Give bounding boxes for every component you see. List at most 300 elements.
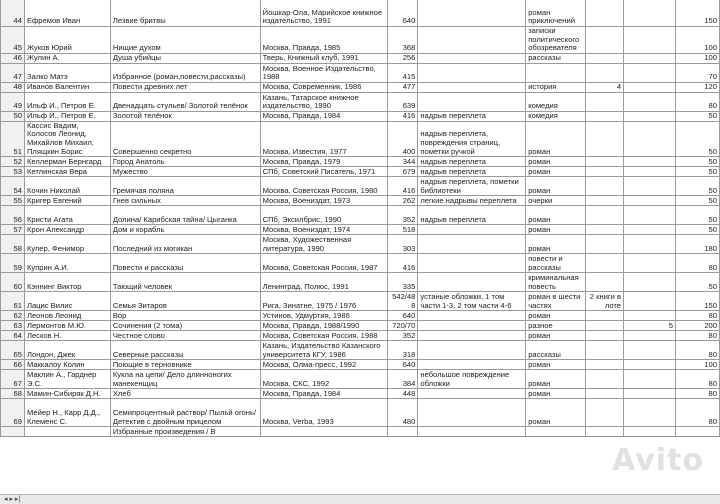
author-cell[interactable]: Кочин Николай	[24, 177, 110, 196]
sheet-tab-bar	[0, 494, 720, 504]
extra-cell-2[interactable]	[624, 82, 676, 92]
table-row	[1, 321, 720, 331]
pages-cell[interactable]: 303	[388, 235, 418, 254]
pages-cell[interactable]: 639	[388, 92, 418, 111]
condition-note-cell[interactable]	[418, 0, 526, 27]
price-cell[interactable]: 80	[675, 331, 719, 341]
publisher-cell[interactable]: Москва, Правда, 1984	[260, 389, 388, 399]
table-row	[1, 121, 720, 156]
condition-note-cell[interactable]: легкие надрывы переплета	[418, 196, 526, 206]
pages-cell[interactable]: 262	[388, 196, 418, 206]
genre-cell[interactable]: роман	[526, 370, 586, 389]
genre-cell[interactable]: роман	[526, 177, 586, 196]
row-number-cell[interactable]: 47	[1, 63, 25, 82]
title-cell[interactable]: Северные рассказы	[110, 341, 260, 360]
publisher-cell[interactable]: Москва, Verba, 1993	[260, 399, 388, 427]
price-cell[interactable]: 150	[675, 0, 719, 27]
table-row	[1, 63, 720, 82]
extra-cell[interactable]: 4	[586, 82, 624, 92]
extra-cell-2[interactable]	[624, 389, 676, 399]
avito-watermark: Avito	[612, 443, 704, 478]
price-cell[interactable]: 50	[675, 121, 719, 156]
price-cell[interactable]	[675, 427, 719, 437]
table-row	[1, 311, 720, 321]
genre-cell[interactable]: роман приключений	[526, 0, 586, 27]
title-cell[interactable]: Лезвие бритвы	[110, 0, 260, 27]
table-row	[1, 292, 720, 311]
extra-cell-2[interactable]	[624, 63, 676, 82]
extra-cell[interactable]	[586, 235, 624, 254]
pages-cell[interactable]: 640	[388, 360, 418, 370]
row-number-cell[interactable]: 62	[1, 311, 25, 321]
price-cell[interactable]: 180	[675, 235, 719, 254]
publisher-cell[interactable]: СПб, Эксилбрис, 1990	[260, 206, 388, 225]
row-number-cell[interactable]: 56	[1, 206, 25, 225]
title-cell[interactable]: Город Анатоль	[110, 157, 260, 167]
pages-cell[interactable]: 416	[388, 177, 418, 196]
publisher-cell[interactable]: Москва, Советская Россия, 1987	[260, 254, 388, 273]
author-cell[interactable]: Крон Александр	[24, 225, 110, 235]
row-number-cell[interactable]: 44	[1, 0, 25, 27]
condition-note-cell[interactable]	[418, 427, 526, 437]
title-cell[interactable]: Гремячая поляна	[110, 177, 260, 196]
row-number-cell[interactable]: 49	[1, 92, 25, 111]
genre-cell[interactable]: роман в шести частях	[526, 292, 586, 311]
pages-cell[interactable]: 542/488	[388, 292, 418, 311]
publisher-cell[interactable]: Рига, Зинатне, 1975 / 1976	[260, 292, 388, 311]
pages-cell[interactable]: 335	[388, 273, 418, 292]
author-cell[interactable]: Иванов Валентин	[24, 82, 110, 92]
row-number-cell[interactable]: 57	[1, 225, 25, 235]
author-cell[interactable]: Лесков Н.	[24, 331, 110, 341]
extra-cell-2[interactable]	[624, 92, 676, 111]
author-cell[interactable]: Кригер Евгений	[24, 196, 110, 206]
price-cell[interactable]: 80	[675, 311, 719, 321]
table-row	[1, 389, 720, 399]
condition-note-cell[interactable]	[418, 321, 526, 331]
price-cell[interactable]: 50	[675, 111, 719, 121]
condition-note-cell[interactable]	[418, 82, 526, 92]
publisher-cell[interactable]: Москва, Современник, 1986	[260, 82, 388, 92]
extra-cell[interactable]	[586, 225, 624, 235]
condition-note-cell[interactable]	[418, 311, 526, 321]
publisher-cell[interactable]: Москва, Правда, 1988/1990	[260, 321, 388, 331]
row-number-cell[interactable]: 65	[1, 341, 25, 360]
condition-note-cell[interactable]	[418, 63, 526, 82]
title-cell[interactable]: Мужество	[110, 167, 260, 177]
title-cell[interactable]: Вор	[110, 311, 260, 321]
condition-note-cell[interactable]: надрыв переплета	[418, 206, 526, 225]
condition-note-cell[interactable]	[418, 399, 526, 427]
pages-cell[interactable]: 720/70	[388, 321, 418, 331]
publisher-cell[interactable]: Москва, Воениздат, 1973	[260, 196, 388, 206]
author-cell[interactable]: Жулин А.	[24, 53, 110, 63]
row-number-cell[interactable]: 63	[1, 321, 25, 331]
genre-cell[interactable]: криминальная повесть	[526, 273, 586, 292]
row-number-cell[interactable]: 67	[1, 370, 25, 389]
price-cell[interactable]: 50	[675, 157, 719, 167]
publisher-cell[interactable]: Тверь, Книжный клуб, 1991	[260, 53, 388, 63]
sheet-nav-arrows[interactable]: ◂ ▸ ▸|	[4, 496, 21, 503]
publisher-cell[interactable]: Москва, Правда, 1985	[260, 27, 388, 54]
genre-cell[interactable]: рассказы	[526, 341, 586, 360]
row-number-cell[interactable]: 54	[1, 177, 25, 196]
table-row	[1, 273, 720, 292]
extra-cell-2[interactable]	[624, 331, 676, 341]
price-cell[interactable]: 50	[675, 273, 719, 292]
price-cell[interactable]: 100	[675, 27, 719, 54]
publisher-cell[interactable]: Москва, Известия, 1977	[260, 121, 388, 156]
extra-cell[interactable]	[586, 399, 624, 427]
table-row	[1, 0, 720, 27]
publisher-cell[interactable]: Москва, Советская Россия, 1980	[260, 177, 388, 196]
author-cell[interactable]: Маклин А., Гарднер Э.С.	[24, 370, 110, 389]
price-cell[interactable]: 80	[675, 92, 719, 111]
table-row	[1, 370, 720, 389]
genre-cell[interactable]	[526, 63, 586, 82]
extra-cell[interactable]	[586, 63, 624, 82]
author-cell[interactable]: Мамин-Сибиряк Д.Н.	[24, 389, 110, 399]
author-cell[interactable]: Купер, Фенимор	[24, 235, 110, 254]
table-row	[1, 157, 720, 167]
table-row	[1, 254, 720, 273]
genre-cell[interactable]	[526, 427, 586, 437]
condition-note-cell[interactable]	[418, 341, 526, 360]
table-row	[1, 111, 720, 121]
title-cell[interactable]: Кукла на цепи/ Дело длинноногих манекенщиц	[110, 370, 260, 389]
extra-cell[interactable]	[586, 311, 624, 321]
extra-cell[interactable]: 2 книги в лоте	[586, 292, 624, 311]
price-cell[interactable]: 150	[675, 292, 719, 311]
genre-cell[interactable]: комедия	[526, 111, 586, 121]
title-cell[interactable]: Золотой телёнок	[110, 111, 260, 121]
pages-cell[interactable]: 477	[388, 82, 418, 92]
extra-cell[interactable]	[586, 27, 624, 54]
extra-cell-2[interactable]	[624, 370, 676, 389]
pages-cell[interactable]: 318	[388, 341, 418, 360]
title-cell[interactable]: Хлеб	[110, 389, 260, 399]
row-number-cell[interactable]: 58	[1, 235, 25, 254]
table-row	[1, 235, 720, 254]
row-number-cell[interactable]: 50	[1, 111, 25, 121]
extra-cell[interactable]	[586, 92, 624, 111]
author-cell[interactable]: Залко Матэ	[24, 63, 110, 82]
condition-note-cell[interactable]	[418, 389, 526, 399]
pages-cell[interactable]: 640	[388, 0, 418, 27]
publisher-cell[interactable]: Казань, Издательство Казанского университета КГУ, 1986	[260, 341, 388, 360]
extra-cell-2[interactable]	[624, 427, 676, 437]
extra-cell-2[interactable]	[624, 53, 676, 63]
extra-cell-2[interactable]	[624, 292, 676, 311]
extra-cell-2[interactable]	[624, 235, 676, 254]
table-row	[1, 360, 720, 370]
extra-cell-2[interactable]	[624, 399, 676, 427]
pages-cell[interactable]: 480	[388, 399, 418, 427]
title-cell[interactable]: Двенадцать стульев/ Золотой телёнок	[110, 92, 260, 111]
title-cell[interactable]: Нищие духом	[110, 27, 260, 54]
extra-cell[interactable]	[586, 206, 624, 225]
row-number-cell[interactable]: 66	[1, 360, 25, 370]
pages-cell[interactable]: 416	[388, 254, 418, 273]
price-cell[interactable]: 200	[675, 321, 719, 331]
genre-cell[interactable]: разное	[526, 321, 586, 331]
author-cell[interactable]: Жуков Юрий	[24, 27, 110, 54]
author-cell[interactable]: Ефремов Иван	[24, 0, 110, 27]
title-cell[interactable]: Долина/ Карибская тайна/ Цыганка	[110, 206, 260, 225]
author-cell[interactable]: Лондон, Джек	[24, 341, 110, 360]
title-cell[interactable]: Поющие в терновнике	[110, 360, 260, 370]
title-cell[interactable]: Семья Зитаров	[110, 292, 260, 311]
table-row	[1, 92, 720, 111]
extra-cell[interactable]	[586, 389, 624, 399]
title-cell[interactable]: Гнев сильных	[110, 196, 260, 206]
table-row	[1, 167, 720, 177]
extra-cell[interactable]	[586, 370, 624, 389]
extra-cell[interactable]	[586, 321, 624, 331]
extra-cell[interactable]	[586, 111, 624, 121]
extra-cell[interactable]	[586, 177, 624, 196]
title-cell[interactable]: Повести древних лет	[110, 82, 260, 92]
table-row	[1, 196, 720, 206]
title-cell[interactable]: Последний из могикан	[110, 235, 260, 254]
price-cell[interactable]: 50	[675, 167, 719, 177]
publisher-cell[interactable]: СПб, Советский Писатель, 1971	[260, 167, 388, 177]
author-cell[interactable]: Лацис Вилис	[24, 292, 110, 311]
extra-cell-2[interactable]	[624, 225, 676, 235]
author-cell[interactable]: Кэннинг Виктор	[24, 273, 110, 292]
author-cell[interactable]: Ильф И., Петров Е.	[24, 92, 110, 111]
genre-cell[interactable]: роман	[526, 206, 586, 225]
row-number-cell[interactable]: 46	[1, 53, 25, 63]
pages-cell[interactable]: 640	[388, 311, 418, 321]
publisher-cell[interactable]: Йошкар-Ола, Марийское книжное издательство, 1991	[260, 0, 388, 27]
genre-cell[interactable]: очерки	[526, 196, 586, 206]
pages-cell[interactable]: 256	[388, 53, 418, 63]
condition-note-cell[interactable]	[418, 92, 526, 111]
title-cell[interactable]: Совершенно секретно	[110, 121, 260, 156]
title-cell[interactable]: Семипроцентный раствор/ Пыльй огонь/ Детектив с двойным прицелом	[110, 399, 260, 427]
genre-cell[interactable]: роман	[526, 167, 586, 177]
publisher-cell[interactable]: Москва, Правда, 1984	[260, 111, 388, 121]
pages-cell[interactable]: 352	[388, 331, 418, 341]
pages-cell[interactable]: 416	[388, 111, 418, 121]
extra-cell-2[interactable]	[624, 273, 676, 292]
extra-cell[interactable]	[586, 273, 624, 292]
row-number-cell[interactable]: 64	[1, 331, 25, 341]
publisher-cell[interactable]: Казань, Татарское книжное издательство, 1990	[260, 92, 388, 111]
row-number-cell[interactable]: 51	[1, 121, 25, 156]
table-row	[1, 206, 720, 225]
author-cell[interactable]: Келлерман Бернгард	[24, 157, 110, 167]
title-cell[interactable]: Повести и рассказы	[110, 254, 260, 273]
extra-cell[interactable]	[586, 121, 624, 156]
extra-cell-2[interactable]	[624, 196, 676, 206]
author-cell[interactable]	[24, 427, 110, 437]
genre-cell[interactable]: роман	[526, 360, 586, 370]
extra-cell-2[interactable]	[624, 121, 676, 156]
author-cell[interactable]: Кетлинская Вера	[24, 167, 110, 177]
publisher-cell[interactable]	[260, 427, 388, 437]
condition-note-cell[interactable]	[418, 273, 526, 292]
title-cell[interactable]: Душа убийцы	[110, 53, 260, 63]
table-row	[1, 53, 720, 63]
condition-note-cell[interactable]	[418, 27, 526, 54]
pages-cell[interactable]: 344	[388, 157, 418, 167]
table-row	[1, 341, 720, 360]
extra-cell[interactable]	[586, 0, 624, 27]
condition-note-cell[interactable]	[418, 331, 526, 341]
extra-cell[interactable]	[586, 331, 624, 341]
extra-cell[interactable]	[586, 341, 624, 360]
author-cell[interactable]: Куприн А.И.	[24, 254, 110, 273]
publisher-cell[interactable]: Москва, Военное Издательство, 1988	[260, 63, 388, 82]
price-cell[interactable]: 70	[675, 63, 719, 82]
extra-cell-2[interactable]	[624, 360, 676, 370]
extra-cell-2[interactable]	[624, 206, 676, 225]
extra-cell-2[interactable]	[624, 0, 676, 27]
condition-note-cell[interactable]: небольшое повреждение обложки	[418, 370, 526, 389]
table-row	[1, 427, 720, 437]
publisher-cell[interactable]: Москва, Воениздат, 1974	[260, 225, 388, 235]
pages-cell[interactable]: 400	[388, 121, 418, 156]
table-row	[1, 177, 720, 196]
genre-cell[interactable]: комедия	[526, 92, 586, 111]
pages-cell[interactable]: 679	[388, 167, 418, 177]
pages-cell[interactable]: 384	[388, 370, 418, 389]
condition-note-cell[interactable]	[418, 235, 526, 254]
genre-cell[interactable]: роман	[526, 157, 586, 167]
price-cell[interactable]: 80	[675, 399, 719, 427]
genre-cell[interactable]: роман	[526, 225, 586, 235]
row-number-cell[interactable]: 55	[1, 196, 25, 206]
publisher-cell[interactable]: Ленинград, Полюс, 1991	[260, 273, 388, 292]
row-number-cell[interactable]: 61	[1, 292, 25, 311]
author-cell[interactable]: Кассис Вадим, Колосов Леонид, Михайлов Михаил, Плящкин Борис	[24, 121, 110, 156]
extra-cell[interactable]	[586, 53, 624, 63]
pages-cell[interactable]: 352	[388, 206, 418, 225]
extra-cell-2[interactable]	[624, 27, 676, 54]
price-cell[interactable]: 120	[675, 82, 719, 92]
condition-note-cell[interactable]: надрыв переплета	[418, 111, 526, 121]
genre-cell[interactable]: записки политического обозревателя	[526, 27, 586, 54]
genre-cell[interactable]: повести и рассказы	[526, 254, 586, 273]
extra-cell-2[interactable]	[624, 111, 676, 121]
title-cell[interactable]: Тающий человек	[110, 273, 260, 292]
pages-cell[interactable]: 415	[388, 63, 418, 82]
title-cell[interactable]: Избранное (роман,повести,рассказы)	[110, 63, 260, 82]
author-cell[interactable]: Ильф И., Петров Е.	[24, 111, 110, 121]
price-cell[interactable]: 80	[675, 389, 719, 399]
genre-cell[interactable]: роман	[526, 121, 586, 156]
author-cell[interactable]: Лермонтов М.Ю.	[24, 321, 110, 331]
extra-cell-2[interactable]	[624, 157, 676, 167]
title-cell[interactable]: Сочинения (2 тома)	[110, 321, 260, 331]
title-cell[interactable]: Избранные произведения / В	[110, 427, 260, 437]
row-number-cell[interactable]: 59	[1, 254, 25, 273]
title-cell[interactable]: Дом и корабль	[110, 225, 260, 235]
price-cell[interactable]: 100	[675, 360, 719, 370]
genre-cell[interactable]: роман	[526, 235, 586, 254]
publisher-cell[interactable]: Устинов, Удмуртия, 1986	[260, 311, 388, 321]
extra-cell[interactable]	[586, 254, 624, 273]
publisher-cell[interactable]: Москва, Советская Россия, 1988	[260, 331, 388, 341]
table-row	[1, 225, 720, 235]
publisher-cell[interactable]: Москва, Художественная литература, 1990	[260, 235, 388, 254]
price-cell[interactable]: 50	[675, 177, 719, 196]
extra-cell-2[interactable]	[624, 177, 676, 196]
extra-cell[interactable]	[586, 157, 624, 167]
table-row	[1, 27, 720, 54]
row-number-cell[interactable]: 69	[1, 399, 25, 427]
condition-note-cell[interactable]: надрыв переплета, повреждения страниц, пометки ручкой	[418, 121, 526, 156]
extra-cell-2[interactable]	[624, 311, 676, 321]
author-cell[interactable]: Кристи Агата	[24, 206, 110, 225]
extra-cell-2[interactable]: 5	[624, 321, 676, 331]
row-number-cell[interactable]	[1, 427, 25, 437]
table-row	[1, 331, 720, 341]
title-cell[interactable]: Честное слово	[110, 331, 260, 341]
condition-note-cell[interactable]	[418, 360, 526, 370]
row-number-cell[interactable]: 52	[1, 157, 25, 167]
row-number-cell[interactable]: 68	[1, 389, 25, 399]
table-row	[1, 399, 720, 427]
row-number-cell[interactable]: 45	[1, 27, 25, 54]
extra-cell[interactable]	[586, 167, 624, 177]
condition-note-cell[interactable]: надрыв переплета	[418, 157, 526, 167]
pages-cell[interactable]	[388, 427, 418, 437]
price-cell[interactable]: 50	[675, 225, 719, 235]
row-number-cell[interactable]: 60	[1, 273, 25, 292]
condition-note-cell[interactable]: устаные обложки, 1 том части 1-3, 2 том части 4-6	[418, 292, 526, 311]
publisher-cell[interactable]: Москва, Олма-пресс, 1992	[260, 360, 388, 370]
genre-cell[interactable]: роман	[526, 389, 586, 399]
row-number-cell[interactable]: 53	[1, 167, 25, 177]
condition-note-cell[interactable]	[418, 225, 526, 235]
pages-cell[interactable]: 368	[388, 27, 418, 54]
price-cell[interactable]: 50	[675, 206, 719, 225]
price-cell[interactable]: 80	[675, 341, 719, 360]
extra-cell[interactable]	[586, 196, 624, 206]
price-cell[interactable]: 80	[675, 370, 719, 389]
price-cell[interactable]: 50	[675, 196, 719, 206]
genre-cell[interactable]: роман	[526, 331, 586, 341]
publisher-cell[interactable]: Москва, СКС, 1992	[260, 370, 388, 389]
price-cell[interactable]: 100	[675, 53, 719, 63]
extra-cell-2[interactable]	[624, 341, 676, 360]
row-number-cell[interactable]: 48	[1, 82, 25, 92]
extra-cell-2[interactable]	[624, 167, 676, 177]
extra-cell[interactable]	[586, 427, 624, 437]
author-cell[interactable]: Маккалоу Колин	[24, 360, 110, 370]
genre-cell[interactable]: роман	[526, 399, 586, 427]
price-cell[interactable]: 80	[675, 254, 719, 273]
author-cell[interactable]: Мейер Н., Карр Д.Д., Клеменс С.	[24, 399, 110, 427]
publisher-cell[interactable]: Москва, Правда, 1979	[260, 157, 388, 167]
pages-cell[interactable]: 518	[388, 225, 418, 235]
table-row	[1, 82, 720, 92]
condition-note-cell[interactable]: надрыв переплета	[418, 167, 526, 177]
condition-note-cell[interactable]	[418, 53, 526, 63]
pages-cell[interactable]: 448	[388, 389, 418, 399]
genre-cell[interactable]: роман	[526, 311, 586, 321]
extra-cell-2[interactable]	[624, 254, 676, 273]
condition-note-cell[interactable]: надрыв переплета, пометки библиотеки	[418, 177, 526, 196]
author-cell[interactable]: Леонов Леонид	[24, 311, 110, 321]
extra-cell[interactable]	[586, 360, 624, 370]
genre-cell[interactable]: история	[526, 82, 586, 92]
condition-note-cell[interactable]	[418, 254, 526, 273]
genre-cell[interactable]: рассказы	[526, 53, 586, 63]
